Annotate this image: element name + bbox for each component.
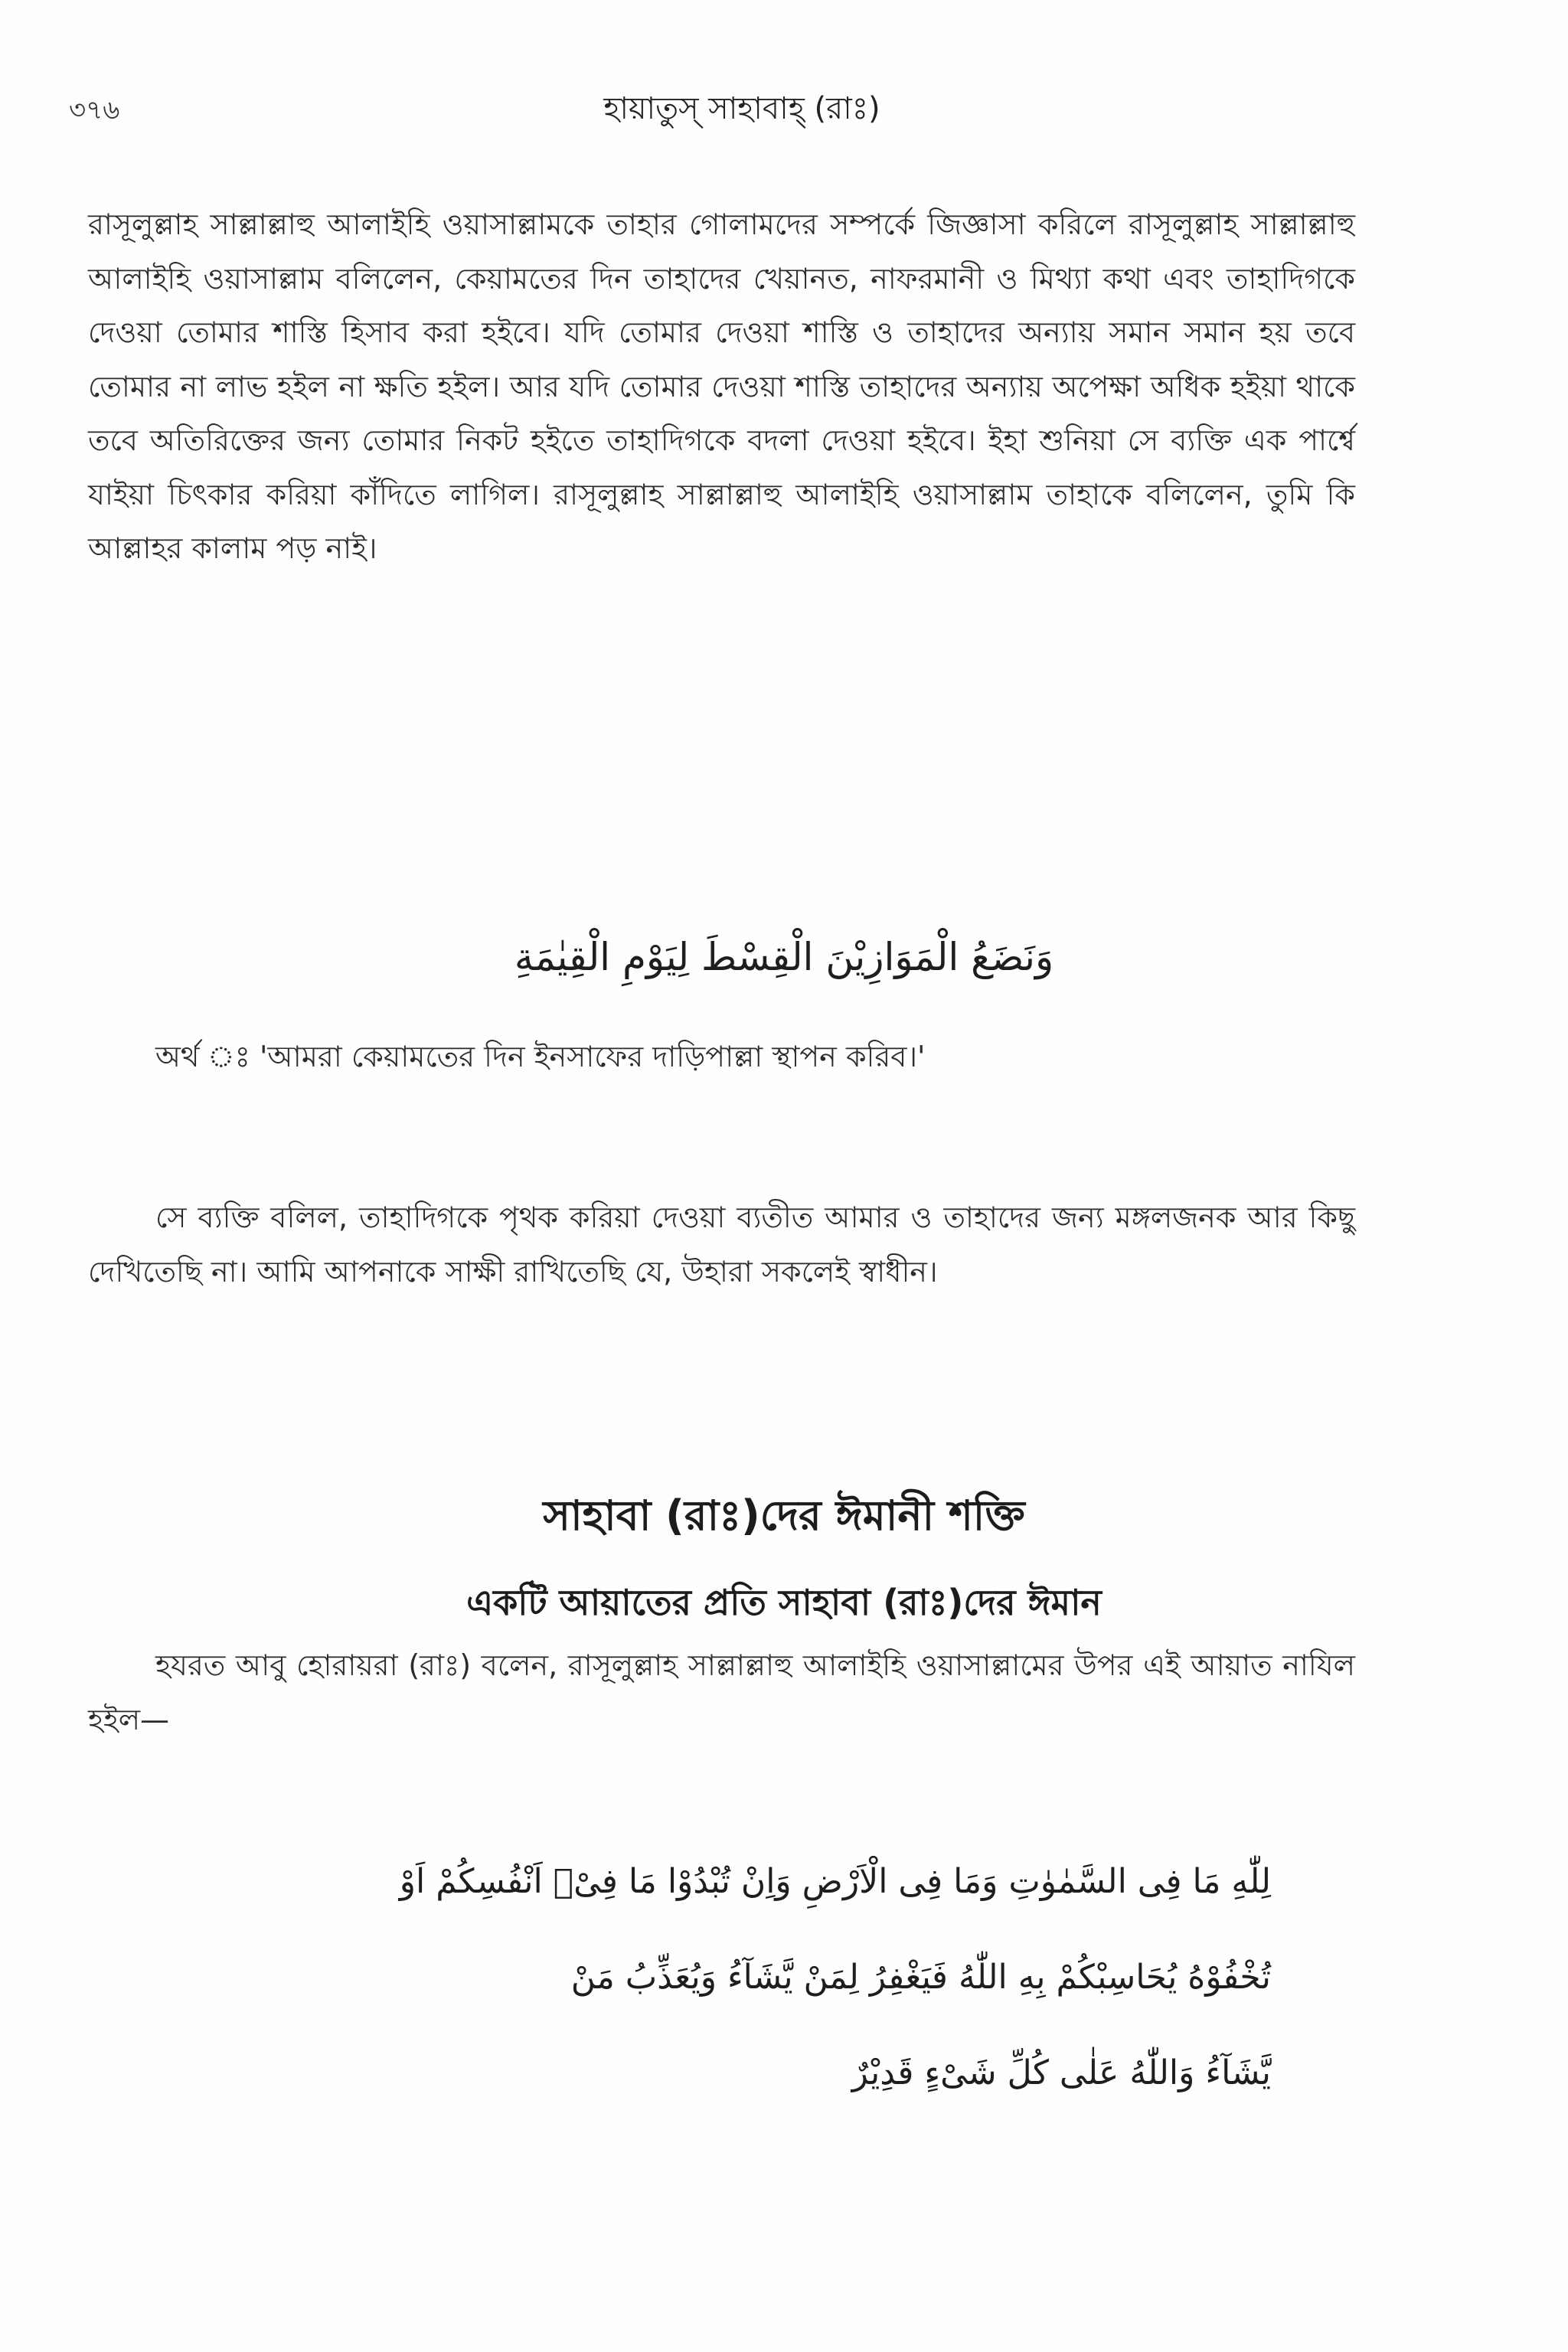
body-paragraph-2: সে ব্যক্তি বলিল, তাহাদিগকে পৃথক করিয়া দেওয়া ব্যতীত আমার ও তাহাদের জন্য মঙ্গলজনক আর কিছু দেখিতেছি না। আমি আপনাকে সাক্ষী রাখিতেছি যে, উহারা সকলেই স্বাধীন।	[88, 1200, 1355, 1289]
page-number: ৩৭৬	[69, 95, 120, 126]
verse-2-line-1: لِلّٰهِ مَا فِى السَّمٰوٰتِ وَمَا فِى الْاَرْضِ وَاِنْ تُبْدُوْا مَا فِىْۤ اَنْفُسِكُمْ اَوْ	[399, 1862, 1271, 1901]
verse-2-line-3: يَّشَآءُ وَاللّٰهُ عَلٰى كُلِّ شَىْءٍ قَدِيْرٌ	[851, 2053, 1271, 2092]
verse-2-line-2: تُخْفُوْهُ يُحَاسِبْكُمْ بِهِ اللّٰهُ فَيَغْفِرُ لِمَنْ يَّشَآءُ وَيُعَذِّبُ مَنْ	[570, 1958, 1271, 1997]
body-paragraph-3: হযরত আবু হোরায়রা (রাঃ) বলেন, রাসূলুল্লাহ সাল্লাল্লাহু আলাইহি ওয়াসাল্লামের উপর এই আয়াত নাযিল হইল—	[88, 1648, 1355, 1736]
page-header	[69, 84, 1415, 138]
section-heading: সাহাবা (রাঃ)দের ঈমানী শক্তি	[543, 1491, 1025, 1540]
running-title: হায়াতুস্‌ সাহাবাহ্‌ (রাঃ)	[603, 91, 880, 126]
sub-heading: একটি আয়াতের প্রতি সাহাবা (রাঃ)দের ঈমান	[466, 1582, 1102, 1623]
body-paragraph-1: রাসূলুল্লাহ সাল্লাল্লাহু আলাইহি ওয়াসাল্লামকে তাহার গোলামদের সম্পর্কে জিজ্ঞাসা করিলে রাসূলুল্লাহ সাল্লাল্লাহু আলাইহি ওয়াসাল্লাম বলিলেন, কেয়ামতের দিন তাহাদের খেয়ানত, নাফরমানী ও মিথ্যা কথা এবং তাহাদিগকে দেওয়া তোমার শাস্তি হিসাব করা হইবে। যদি তোমার দেওয়া শাস্তি ও তাহাদের অন্যায় সমান সমান হয় তবে তোমার না লাভ হইল না ক্ষতি হইল। আর যদি তোমার দেওয়া শাস্তি তাহাদের অন্যায় অপেক্ষা অধিক হইয়া থাকে তবে অতিরিক্তের জন্য তোমার নিকট হইতে তাহাদিগকে বদলা দেওয়া হইবে। ইহা শুনিয়া সে ব্যক্তি এক পার্শ্বে যাইয়া চিৎকার করিয়া কাঁদিতে লাগিল। রাসূলুল্লাহ সাল্লাল্লাহু আলাইহি ওয়াসাল্লাম তাহাকে বলিলেন, তুমি কি আল্লাহর কালাম পড় নাই।	[88, 207, 1355, 565]
translation-paragraph: অর্থ ঃ 'আমরা কেয়ামতের দিন ইনসাফের দাড়িপাল্লা স্থাপন করিব।'	[155, 1040, 926, 1073]
quran-verse-1: وَنَضَعُ الْمَوَازِيْنَ الْقِسْطَ لِيَوْمِ الْقِيٰمَةِ	[514, 935, 1054, 979]
quran-verse-2	[92, 1834, 1271, 2121]
